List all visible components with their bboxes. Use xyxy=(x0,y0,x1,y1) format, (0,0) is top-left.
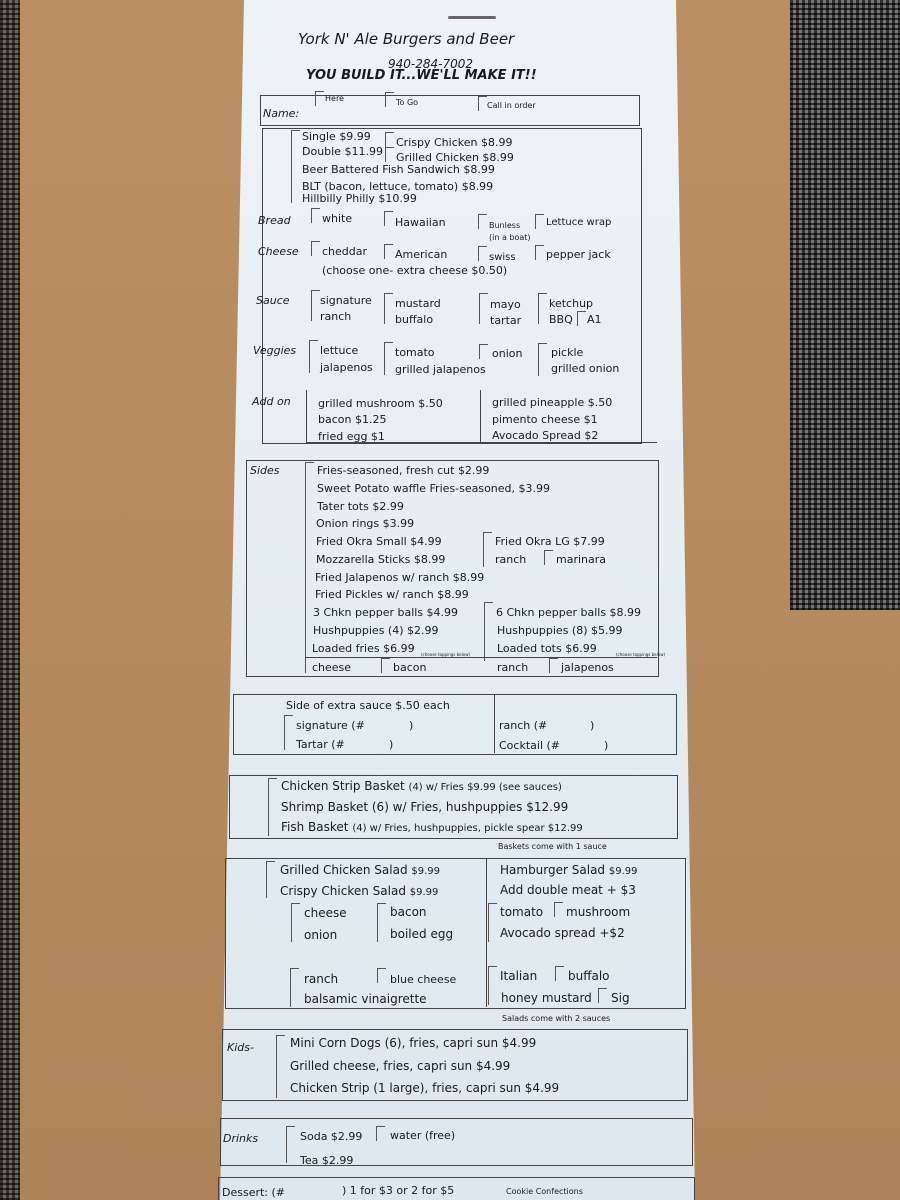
veggies-checkbox-column-2[interactable] xyxy=(384,342,393,375)
extra-sauce-ranch-close: ) xyxy=(590,719,595,732)
veggie-jalapenos: jalapenos xyxy=(320,361,373,374)
side-onion-rings: Onion rings $3.99 xyxy=(316,517,415,530)
topping-cheese: cheese xyxy=(312,661,352,674)
sauce-buffalo: buffalo xyxy=(395,313,434,326)
cheese-note: (choose one- extra cheese $0.50) xyxy=(322,264,508,277)
dressing-italian: Italian xyxy=(500,969,538,983)
veggie-grilled-onion: grilled onion xyxy=(551,362,620,375)
side-pepper-balls-3: 3 Chkn pepper balls $4.99 xyxy=(313,606,459,619)
extra-sauce-tartar-close: ) xyxy=(389,738,394,751)
sauce-bbq: BBQ xyxy=(549,313,573,326)
cheese-cheddar: cheddar xyxy=(322,245,368,258)
swiss-checkbox[interactable] xyxy=(478,246,487,261)
veggie-onion: onion xyxy=(492,347,523,360)
cheese-american: American xyxy=(395,248,448,261)
drink-water: water (free) xyxy=(390,1129,456,1142)
hillbilly-philly: Hillbilly Philly $10.99 xyxy=(302,192,417,205)
veggie-grilled-jalapenos: grilled jalapenos xyxy=(395,363,486,376)
basket-chicken: Chicken Strip Basket (4) w/ Fries $9.99 (see sauces) xyxy=(281,779,562,793)
bread-white: white xyxy=(322,212,353,225)
dressing-balsamic: balsamic vinaigrette xyxy=(304,992,427,1006)
side-okra-small: Fried Okra Small $4.99 xyxy=(316,535,442,548)
side-marinara: marinara xyxy=(556,553,607,566)
loaded-tots-toppings-note: (choose toppings below) xyxy=(616,652,666,657)
dressing-checkbox-column-1[interactable] xyxy=(290,968,299,1007)
veggies-label: Veggies xyxy=(253,344,297,357)
cheddar-checkbox[interactable] xyxy=(311,241,320,256)
side-mozzarella: Mozzarella Sticks $8.99 xyxy=(316,553,446,566)
addon-avocado: Avocado Spread $2 xyxy=(492,429,599,442)
american-checkbox[interactable] xyxy=(384,244,393,259)
bread-hawaiian: Hawaiian xyxy=(395,216,446,229)
side-fries: Fries-seasoned, fresh cut $2.99 xyxy=(317,464,490,477)
water-checkbox[interactable] xyxy=(376,1126,385,1141)
lettuce-wrap-checkbox[interactable] xyxy=(535,214,544,229)
crispy-chicken-checkbox[interactable] xyxy=(385,132,394,147)
sides-right-checkbox-column[interactable] xyxy=(484,602,493,661)
extra-sauce-ranch: ranch (# xyxy=(499,719,548,732)
sauce-checkbox-column-4[interactable] xyxy=(538,293,547,324)
phone-number: 940-284-7002 xyxy=(388,57,474,71)
dressing-sig: Sig xyxy=(611,991,630,1005)
here-checkbox[interactable] xyxy=(315,91,324,106)
side-pepper-balls-6: 6 Chkn pepper balls $8.99 xyxy=(496,606,642,619)
buffalo-dressing-checkbox[interactable] xyxy=(555,966,564,981)
bread-lettuce-wrap: Lettuce wrap xyxy=(546,217,612,228)
sauce-checkbox-column-1[interactable] xyxy=(311,290,320,321)
veggies-checkbox-column-1[interactable] xyxy=(309,340,318,373)
dressing-blue-cheese: blue cheese xyxy=(390,973,457,986)
salad-avocado: Avocado spread +$2 xyxy=(500,926,625,940)
side-ranch: ranch xyxy=(495,553,527,566)
side-hushpuppies-4: Hushpuppies (4) $2.99 xyxy=(313,624,439,637)
bread-label: Bread xyxy=(258,214,291,227)
sides-label: Sides xyxy=(250,464,280,477)
mushroom-checkbox[interactable] xyxy=(554,902,563,917)
bacon-topping-checkbox[interactable] xyxy=(381,658,390,673)
salad-onion: onion xyxy=(304,928,338,942)
side-loaded-fries: Loaded fries $6.99 xyxy=(312,642,415,655)
paper-fold-mark xyxy=(448,16,496,19)
salad-crispy-chicken: Crispy Chicken Salad $9.99 xyxy=(280,884,439,898)
drinks-label: Drinks xyxy=(223,1132,259,1145)
side-fried-pickles: Fried Pickles w/ ranch $8.99 xyxy=(315,588,469,601)
sauce-ketchup: ketchup xyxy=(549,297,594,310)
grilled-chicken: Grilled Chicken $8.99 xyxy=(396,151,514,164)
addon-mushroom: grilled mushroom $.50 xyxy=(318,397,443,410)
addon-divider xyxy=(480,390,481,442)
basket-fish: Fish Basket (4) w/ Fries, hushpuppies, pickle spear $12.99 xyxy=(281,820,583,834)
veggies-checkbox-column-4[interactable] xyxy=(538,343,547,376)
dessert-section xyxy=(218,1177,695,1200)
crispy-chicken: Crispy Chicken $8.99 xyxy=(396,136,513,149)
extra-sauce-cocktail-close: ) xyxy=(604,739,609,752)
dressing-ranch: ranch xyxy=(304,972,339,986)
kids-chicken-strip: Chicken Strip (1 large), fries, capri sun $4.99 xyxy=(290,1081,560,1095)
sauce-label: Sauce xyxy=(256,294,290,307)
to-go-label: To Go xyxy=(396,98,419,107)
bunless-checkbox[interactable] xyxy=(478,214,487,229)
pepper-jack-checkbox[interactable] xyxy=(535,245,544,260)
sauce-ranch: ranch xyxy=(320,310,352,323)
cheese-swiss: swiss xyxy=(489,252,516,263)
side-okra-lg: Fried Okra LG $7.99 xyxy=(495,535,605,548)
topping-jalapenos: jalapenos xyxy=(561,661,614,674)
loaded-fries-toppings-note: (choose toppings below) xyxy=(421,652,471,657)
salad-double-meat: Add double meat + $3 xyxy=(500,883,636,897)
kids-checkbox-column[interactable] xyxy=(276,1035,285,1098)
white-checkbox[interactable] xyxy=(311,208,320,223)
a1-checkbox[interactable] xyxy=(577,311,586,326)
sauce-mustard: mustard xyxy=(395,297,441,310)
sauce-checkbox-column-3[interactable] xyxy=(479,293,488,324)
basket-chicken-detail: (4) w/ Fries $9.99 (see sauces) xyxy=(408,782,562,793)
bread-bunless: Bunless xyxy=(489,221,521,230)
salad-topping-checkbox-column-3[interactable] xyxy=(488,903,497,942)
extra-sauce-cocktail: Cocktail (# xyxy=(499,739,560,752)
addon-label: Add on xyxy=(252,395,291,408)
extra-sauce-divider xyxy=(494,694,495,753)
extra-sauce-signature-close: ) xyxy=(409,719,414,732)
salad-tomato: tomato xyxy=(500,905,544,919)
basket-fish-detail: (4) w/ Fries, hushpuppies, pickle spear $12.99 xyxy=(352,823,583,834)
salads-note: Salads come with 2 sauces xyxy=(502,1014,611,1023)
sauce-checkbox-column-2[interactable] xyxy=(384,293,393,324)
extra-sauce-signature: signature (# xyxy=(296,719,365,732)
veggie-tomato: tomato xyxy=(395,346,435,359)
veggie-pickle: pickle xyxy=(551,346,584,359)
okra-lg-checkbox[interactable] xyxy=(483,532,492,567)
baskets-checkbox-column[interactable] xyxy=(268,778,277,836)
dressing-buffalo: buffalo xyxy=(568,969,610,983)
onion-checkbox[interactable] xyxy=(479,344,488,359)
salad-bacon: bacon xyxy=(390,905,427,919)
slogan: YOU BUILD IT...WE'LL MAKE IT!! xyxy=(306,68,537,83)
jalapenos-topping-checkbox[interactable] xyxy=(549,658,558,673)
extra-sauce-checkbox-column[interactable] xyxy=(284,715,293,750)
salad-type-checkbox-column[interactable] xyxy=(266,861,275,898)
blt: BLT (bacon, lettuce, tomato) $8.99 xyxy=(302,180,494,193)
veggie-lettuce: lettuce xyxy=(320,344,359,357)
background-mesh-right xyxy=(790,0,900,610)
side-sweet-potato: Sweet Potato waffle Fries-seasoned, $3.99 xyxy=(317,482,551,495)
blue-cheese-checkbox[interactable] xyxy=(377,968,386,983)
cheese-pepper-jack: pepper jack xyxy=(546,248,611,261)
sauce-signature: signature xyxy=(320,294,372,307)
baskets-note: Baskets come with 1 sauce xyxy=(498,842,607,851)
bread-boat-note: (in a boat) xyxy=(489,233,531,242)
salad-mushroom: mushroom xyxy=(566,905,631,919)
salad-boiled-egg: boiled egg xyxy=(390,927,454,941)
grilled-chicken-checkbox[interactable] xyxy=(385,147,394,162)
addon-egg: fried egg $1 xyxy=(318,430,385,443)
addon-bacon: bacon $1.25 xyxy=(318,413,387,426)
salad-grilled-chicken: Grilled Chicken Salad $9.99 xyxy=(280,863,441,877)
drink-soda: Soda $2.99 xyxy=(300,1130,363,1143)
side-tots: Tater tots $2.99 xyxy=(317,500,404,513)
salad-hamburger: Hamburger Salad $9.99 xyxy=(500,863,638,877)
topping-bacon: bacon xyxy=(393,661,427,674)
cheese-label: Cheese xyxy=(258,245,299,258)
salad-topping-checkbox-column-2[interactable] xyxy=(377,903,386,942)
side-loaded-tots: Loaded tots $6.99 xyxy=(497,642,597,655)
basket-shrimp: Shrimp Basket (6) w/ Fries, hushpuppies $12.99 xyxy=(281,800,569,814)
call-in-checkbox[interactable] xyxy=(478,96,487,111)
extra-sauce-tartar: Tartar (# xyxy=(296,738,345,751)
burger-checkbox-column[interactable] xyxy=(291,130,300,203)
side-fried-jalapenos: Fried Jalapenos w/ ranch $8.99 xyxy=(315,571,485,584)
dessert-label: Dessert: (# xyxy=(222,1186,286,1199)
dessert-brand: Cookie Confections xyxy=(506,1187,583,1196)
kids-corn-dogs: Mini Corn Dogs (6), fries, capri sun $4.99 xyxy=(290,1036,537,1050)
dressing-checkbox-column-3[interactable] xyxy=(488,966,497,1005)
sig-dressing-checkbox[interactable] xyxy=(598,988,607,1003)
to-go-checkbox[interactable] xyxy=(385,92,394,107)
salads-divider xyxy=(486,858,487,1007)
salad-cheese: cheese xyxy=(304,906,347,920)
addon-pineapple: grilled pineapple $.50 xyxy=(492,396,613,409)
here-label: Here xyxy=(325,94,344,103)
addon-pimento: pimento cheese $1 xyxy=(492,413,598,426)
kids-grilled-cheese: Grilled cheese, fries, capri sun $4.99 xyxy=(290,1059,511,1073)
call-in-label: Call in order xyxy=(487,101,536,110)
drink-tea: Tea $2.99 xyxy=(300,1154,354,1167)
name-label: Name: xyxy=(263,107,300,120)
drinks-checkbox-column[interactable] xyxy=(286,1126,295,1163)
topping-ranch: ranch xyxy=(497,661,529,674)
sauce-tartar: tartar xyxy=(490,314,522,327)
restaurant-name: York N' Ale Burgers and Beer xyxy=(298,30,515,48)
extra-sauce-title: Side of extra sauce $.50 each xyxy=(286,699,450,712)
side-hushpuppies-8: Hushpuppies (8) $5.99 xyxy=(497,624,623,637)
kids-label: Kids- xyxy=(227,1041,254,1054)
hawaiian-checkbox[interactable] xyxy=(384,211,393,226)
fish-sandwich: Beer Battered Fish Sandwich $8.99 xyxy=(302,163,495,176)
sauce-mayo: mayo xyxy=(490,298,521,311)
dressing-honey-mustard: honey mustard xyxy=(501,991,592,1005)
marinara-checkbox[interactable] xyxy=(544,550,553,565)
single-burger: Single $9.99 xyxy=(302,130,371,143)
sauce-a1: A1 xyxy=(587,313,602,326)
double-burger: Double $11.99 xyxy=(302,145,383,158)
toppings-divider xyxy=(305,657,657,658)
dessert-offer: ) 1 for $3 or 2 for $5 xyxy=(342,1184,455,1197)
salad-topping-checkbox-column-1[interactable] xyxy=(291,903,300,942)
